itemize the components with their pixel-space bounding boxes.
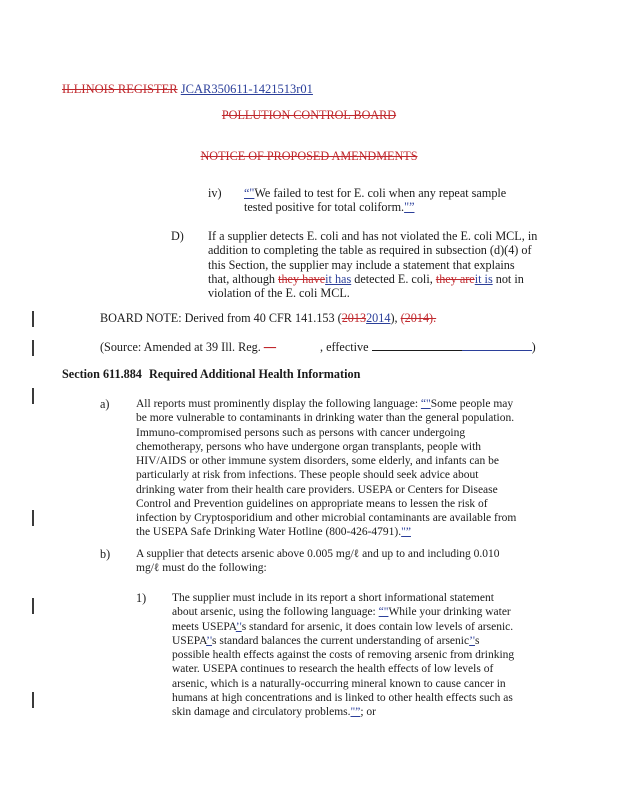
item-1-line: humans at high concentrations and is linked to other health effects such as (172, 691, 513, 704)
item-a-line: HIV/AIDS or other immune system disorders, some elderly, and infants can be (136, 455, 500, 467)
inserted-text: it is (474, 271, 493, 286)
item-a-line: be more vulnerable to contaminants in drinking water than the general population. (136, 412, 515, 425)
item-1 (172, 591, 514, 719)
deleted-text: — (263, 340, 277, 354)
register-header (62, 82, 313, 97)
quote-mark: “" (378, 606, 389, 619)
deleted-text: they have (278, 271, 326, 286)
register-label: ILLINOIS REGISTER (62, 82, 178, 96)
item-1-line: ; or (360, 706, 376, 718)
source-line (100, 340, 536, 354)
apostrophe: ’' (469, 634, 475, 647)
item-1-line: skin damage and circulatory problems. (172, 706, 351, 718)
item-d-line: this Section, the supplier may include a statement that explains (208, 257, 515, 272)
inserted-text: 2014 (366, 311, 391, 325)
inserted-text: it has (325, 271, 352, 286)
board-note-text: BOARD NOTE: Derived from 40 CFR 141.153 ( (100, 311, 342, 325)
item-a-line: Control and Prevention guidelines on appropriate means to lessen the risk of (136, 497, 488, 510)
change-bar (32, 311, 34, 327)
item-1-line: possible health effects against the costs of removing arsenic from drinking (172, 649, 515, 661)
deleted-text: (2014). (400, 311, 437, 325)
item-d-line: addition to completing the table as required in subsection (d)(4) of (208, 243, 532, 258)
quote-mark: "” (401, 526, 411, 539)
register-id: JCAR350611-1421513r01 (180, 82, 313, 96)
item-d (208, 229, 537, 300)
section-title: Required Additional Health Information (148, 367, 361, 381)
item-d-marker: D) (171, 229, 184, 243)
apostrophe: ’' (206, 634, 213, 647)
source-close: ) (531, 340, 536, 354)
item-a-line: particularly at risk from infections. These people should seek advice about (136, 469, 479, 482)
change-bar (32, 692, 34, 708)
item-1-line: While your drinking water (388, 606, 511, 619)
section-number: Section 611.884 (62, 367, 142, 381)
item-1-line: about arsenic, using the following language: (172, 606, 379, 619)
item-iv-line: tested positive for total coliform. (244, 200, 405, 215)
source-effective: , effective (320, 340, 369, 354)
item-a-line: infection by Cryptosporidium and other microbial contaminants are available from (136, 512, 517, 524)
quote-mark: “" (244, 186, 255, 200)
section-heading (62, 367, 360, 382)
item-1-line: s standard for arsenic, it does contain low levels of arsenic. (241, 620, 514, 633)
item-d-line: not in (492, 271, 524, 286)
apostrophe: ’' (235, 620, 242, 633)
item-b-line: A supplier that detects arsenic above 0.005 mg/ℓ and up to and including 0.010 (136, 548, 500, 560)
deleted-text: they are (435, 271, 475, 286)
item-1-line: arsenic, which is a naturally-occurring mineral known to cause cancer in (172, 677, 506, 690)
item-iv-line: We failed to test for E. coli when any repeat sample (254, 186, 507, 200)
board-title: POLLUTION CONTROL BOARD (221, 108, 397, 122)
item-a-line: chemotherapy, persons who have undergone organ transplants, people with (136, 440, 482, 453)
notice-title: NOTICE OF PROPOSED AMENDMENTS (200, 149, 418, 163)
change-bar (32, 510, 34, 526)
item-1-line: USEPA (172, 634, 207, 647)
item-1-line: The supplier must include in its report a short informational statement (172, 592, 494, 604)
item-1-line: s standard balances the current understanding of arsenic (212, 634, 470, 647)
item-1-line: water. USEPA continues to research the health effects of low levels of (172, 663, 494, 676)
board-note (100, 311, 436, 325)
item-a-line: drinking water from their health care providers. USEPA or Centers for Disease (136, 483, 498, 496)
quote-mark: “" (420, 398, 431, 410)
quote-mark: "” (404, 200, 415, 215)
item-iv (244, 186, 506, 215)
item-iv-marker: iv) (208, 186, 222, 200)
change-bar (32, 388, 34, 404)
change-bar (32, 598, 34, 614)
deleted-text: 2013 (341, 311, 367, 325)
item-b-line: mg/ℓ must do the following: (136, 562, 267, 575)
item-a-marker: a) (100, 397, 110, 411)
item-b (136, 547, 500, 576)
item-d-line: detected E. coli, (351, 271, 436, 286)
item-d-line: If a supplier detects E. coli and has not violated the E. coli MCL, in (208, 229, 538, 243)
change-bar (32, 340, 34, 356)
item-1-line: s (474, 634, 480, 647)
quote-mark: "” (350, 706, 361, 718)
item-1-line: meets USEPA (172, 620, 236, 633)
item-b-marker: b) (100, 547, 111, 561)
board-note-text: ), (390, 311, 401, 325)
item-a-line: the USEPA Safe Drinking Water Hotline (800-426-4791). (136, 526, 402, 539)
item-d-line: that, although (208, 271, 279, 286)
source-text: (Source: Amended at 39 Ill. Reg. (100, 340, 264, 354)
item-a-line: All reports must prominently display the following language: (136, 398, 421, 410)
item-a (136, 397, 516, 540)
item-a-line: Immuno-compromised persons such as persons with cancer undergoing (136, 426, 466, 439)
item-d-line: violation of the E. coli MCL. (208, 286, 350, 301)
item-1-marker: 1) (136, 591, 147, 605)
item-a-line: Some people may (430, 398, 514, 410)
